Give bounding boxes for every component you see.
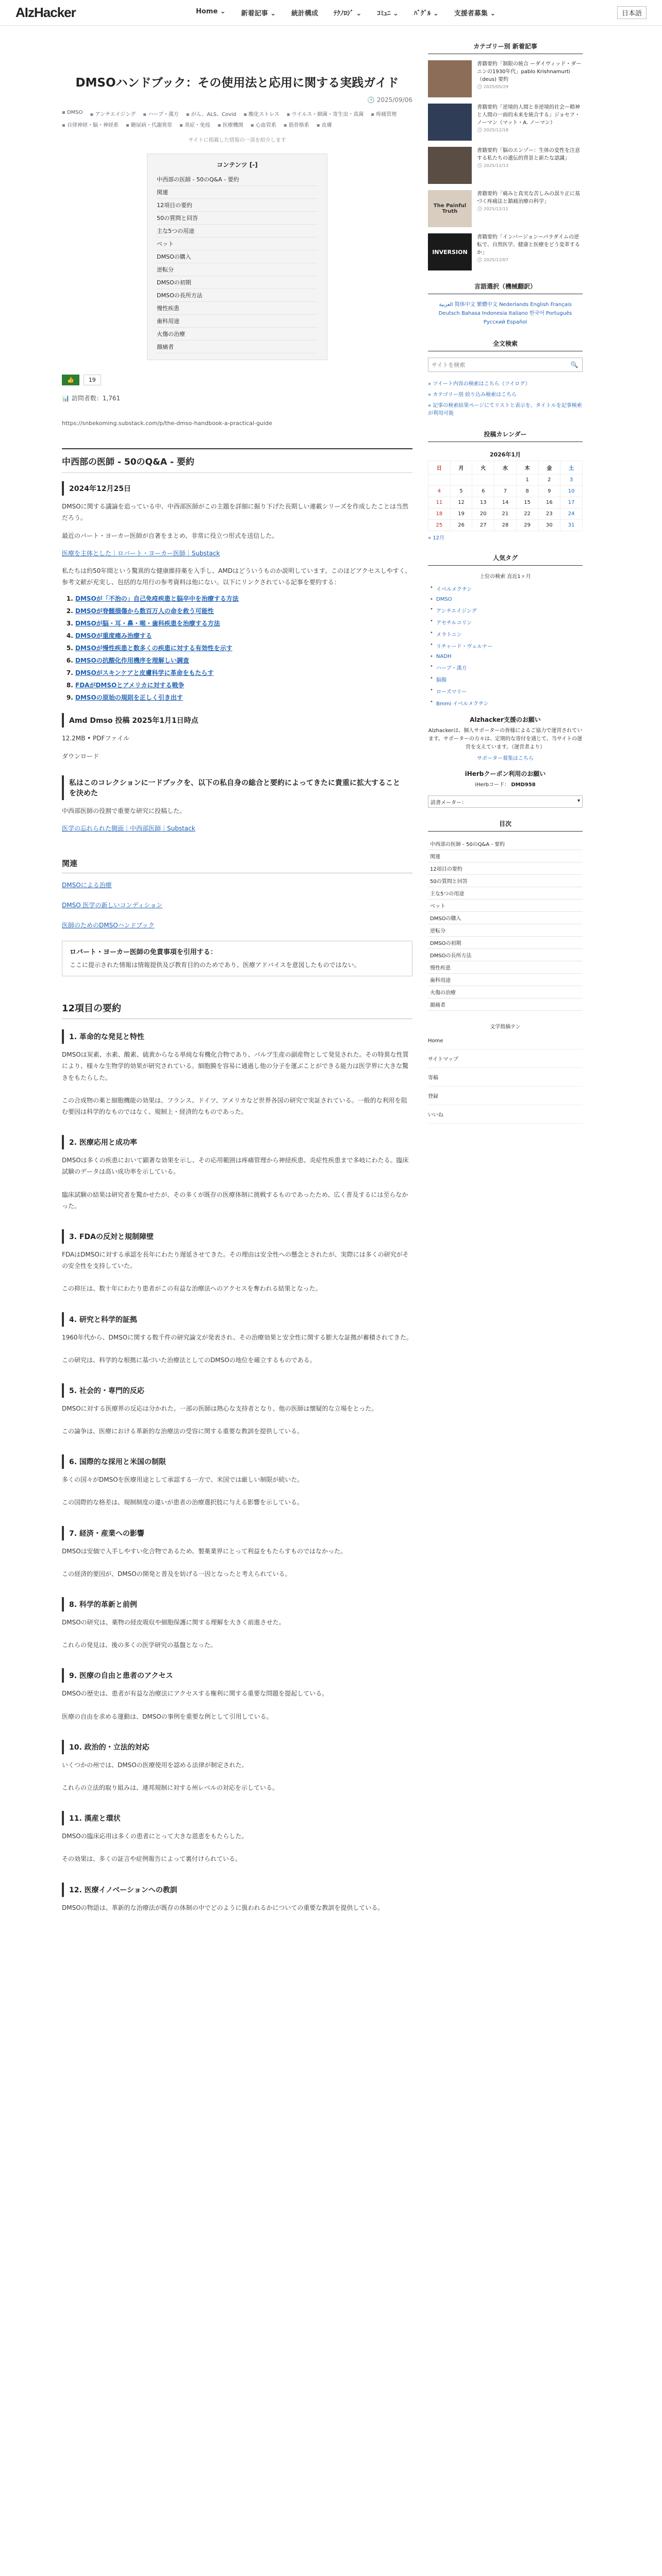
search-input[interactable]: [428, 358, 567, 371]
summary-section-title: 9. 医療の自由と患者のアクセス: [62, 1668, 412, 1683]
recent-article[interactable]: [428, 190, 583, 227]
recent-article-title[interactable]: 書籍要約「脳のエンゾー：生体の変性を注意する私たちの遺伝的背景と新たな認識」 🕒 2025/12/13: [477, 147, 583, 184]
paragraph: DMSOの研究は、薬物の経皮吸収や細胞保護に関する理解を大きく前進させた。: [62, 1619, 285, 1626]
calendar-day: [450, 474, 472, 486]
toc-item[interactable]: 50の質問と回答: [157, 212, 318, 225]
paragraph: 中西部医師の役割で重要な研究に投稿した。: [62, 807, 186, 815]
popular-tag[interactable]: • ローズマリー: [428, 685, 583, 697]
site-header: [0, 0, 662, 26]
tag-link[interactable]: ▪ 皮膚: [317, 121, 332, 128]
paragraph: これらの立法的取り組みは、連邦規制に対する州レベルの対応を示している。: [62, 1784, 279, 1791]
summary-sections: [62, 1029, 412, 1913]
menu-item[interactable]: Home: [428, 1033, 583, 1049]
calendar-day[interactable]: 14: [494, 497, 517, 509]
popular-tag[interactable]: • アセチルコリン: [428, 616, 583, 628]
paragraph: FDAはDMSOに対する承認を長年にわたり遅延させてきた。その理由は安全性への懸念とされたが、実際には多くの研究がその安全性を支持していた。: [62, 1250, 409, 1270]
menu-item[interactable]: サイトマップ: [428, 1049, 583, 1068]
recent-article-date: 🕒 2025/12/18: [477, 127, 509, 132]
nav-item-6[interactable]: 支援者募集 ⌄: [454, 10, 496, 18]
popular-tag[interactable]: • 脳腸: [428, 673, 583, 685]
calendar-day[interactable]: 18: [428, 509, 451, 520]
calendar-day[interactable]: 19: [450, 509, 472, 520]
paragraph: この国際的な格差は、規制制度の違いが患者の治療選択肢に与える影響を示している。: [62, 1499, 304, 1506]
sidebar-toc-item[interactable]: 中西部の医師 - 50のQ&A - 要約: [428, 838, 583, 850]
calendar-day[interactable]: 10: [560, 486, 583, 497]
popular-tag[interactable]: • アンチエイジング: [428, 604, 583, 616]
calendar-weekday: 木: [516, 461, 538, 474]
date-heading: 2024年12月25日: [62, 481, 412, 496]
popular-tag[interactable]: • イベルメクチン: [428, 583, 583, 595]
calendar-day[interactable]: 8: [516, 486, 538, 497]
article-date: 🕒 2025/09/06: [367, 96, 412, 104]
article: [62, 39, 412, 1931]
summary-section: [62, 1135, 412, 1212]
summary-section-title: 3. FDAの反対と規制障壁: [62, 1229, 412, 1244]
popular-tag[interactable]: • Bmmi イベルメクチン: [428, 697, 583, 709]
toc-item[interactable]: 火傷の治療: [157, 328, 318, 341]
link-item: [75, 681, 412, 689]
recent-article[interactable]: [428, 233, 583, 270]
summary-section-title: 8. 科学的革新と前例: [62, 1597, 412, 1612]
paragraph: 最近のバート・ヨーカー医師が自著をまとめ、非常に役立つ形式を送信した。: [62, 532, 278, 539]
pdf-info: 12.2MB • PDFファイル: [62, 735, 130, 742]
tag-link[interactable]: ▪ DMSO: [62, 110, 83, 117]
paragraph: DMSOは多くの疾患において顕著な効果を示し、その応用範囲は疼痛管理から神経疾患、炎症性疾患まで多岐にわたる。臨床試験のデータは高い成功率を示している。: [62, 1157, 409, 1176]
sidebar-toc-item[interactable]: 50の質問と回答: [428, 875, 583, 887]
sidebar-toc-item[interactable]: DMSOの購入: [428, 912, 583, 924]
tag-link[interactable]: ▪ 炎症・免疫: [179, 121, 210, 128]
toc-item[interactable]: 中西部の医師 - 50のQ&A - 要約: [157, 173, 318, 186]
summary-section: [62, 1597, 412, 1651]
calendar-day: [472, 474, 494, 486]
article-link[interactable]: DMSOが脳・耳・鼻・喉・歯科疾患を治療する方法: [75, 620, 220, 628]
calendar-day[interactable]: 23: [538, 509, 560, 520]
summary-section: [62, 1883, 412, 1913]
summary-section: [62, 1229, 412, 1295]
article-link[interactable]: FDAがDMSOとアメリカに対する戦争: [75, 682, 185, 689]
paragraph: 1960年代から、DMSOに関する数千件の研究論文が発表され、その治療効果と安全性に関する膨大な証拠が蓄積されてきた。: [62, 1333, 412, 1341]
tag-link[interactable]: ▪ 心血管系: [251, 121, 276, 128]
tag-link[interactable]: ▪ 医療機関: [218, 121, 243, 128]
sidebar-toc-item[interactable]: 12項目の要約: [428, 862, 583, 875]
recent-article-date: 🕒 2025/12/07: [477, 257, 509, 262]
article-link[interactable]: DMSOがスキンケアと皮膚科学に革命をもたらす: [75, 669, 214, 677]
substack-link[interactable]: 医療を主体とした｜ロバート・ヨーカー医師｜Substack: [62, 549, 220, 557]
related-link[interactable]: DMSOによる治療: [62, 882, 112, 889]
paragraph: DMSOは炭素、水素、酸素、硫黄からなる単純な有機化合物であり、パルプ生産の副産物として発見された。その特異な性質により、様々な生物学的効果が研究されている。細胞膜を容易に通過し他の分子を運ぶことができる能力は医学界に大きな驚きをもたらした。: [62, 1051, 409, 1081]
article-thumbnail[interactable]: [428, 60, 472, 97]
support-text: Alzhackerは、個人サポーターの皆様によるご協力で運営されています。サポーターの方々は、定期的な寄付を通じて、当サイトの運営を支えています。（運営者より）: [428, 728, 583, 751]
article-link[interactable]: DMSOが「不治の」自己免疫疾患と脳卒中を治療する方法: [75, 595, 239, 603]
summary-section-title: 2. 医療応用と成功率: [62, 1135, 412, 1149]
tag-link[interactable]: ▪ 糖尿病・代謝異常: [126, 121, 172, 128]
paragraph: 医療の自由を求める運動は、DMSOの事例を重要な例として引用している。: [62, 1713, 273, 1720]
nav-item-2[interactable]: 統計構成: [291, 10, 319, 18]
menu-item[interactable]: 寄稿: [428, 1068, 583, 1087]
paragraph: DMSOの臨床応用は多くの患者にとって大きな恩恵をもたらした。: [62, 1833, 248, 1840]
calendar-day[interactable]: 13: [472, 497, 494, 509]
toc-item[interactable]: 歯科用途: [157, 315, 318, 328]
summary-section-title: 4. 研究と科学的証拠: [62, 1312, 412, 1327]
post-calendar: [428, 448, 583, 531]
recent-article[interactable]: [428, 104, 583, 141]
calendar-day[interactable]: 7: [494, 486, 517, 497]
paragraph: DMSOの歴史は、患者が有益な治療法にアクセスする権利に関する重要な問題を提起している。: [62, 1690, 328, 1698]
calendar-day[interactable]: 28: [494, 520, 517, 531]
summary-section-title: 7. 経済・産業への影響: [62, 1526, 412, 1540]
summary-section-title: 11. 漢産と環状: [62, 1811, 412, 1825]
toc-item[interactable]: 顔痛者: [157, 341, 318, 353]
paragraph: この抑圧は、数十年にわたり患者がこの有益な治療法へのアクセスを奪われる結果となった。: [62, 1285, 322, 1293]
calendar-day[interactable]: 9: [538, 486, 560, 497]
summary-section-title: 6. 国際的な採用と米国の制限: [62, 1454, 412, 1469]
search-links: [428, 380, 583, 417]
paragraph: 臨床試験の結果は研究者を驚かせたが、その多くが既存の医療体制に挑戦するものであったため、広く普及するには至らなかった。: [62, 1191, 408, 1210]
calendar-weekday: 金: [538, 461, 560, 474]
tag-link[interactable]: ▪ 自律神経・脳・神経系: [62, 121, 119, 128]
nav-item-5[interactable]: ﾊﾞｸﾞﾙ ⌄: [413, 10, 439, 18]
link-item: [75, 668, 412, 677]
calendar-day[interactable]: 5: [450, 486, 472, 497]
paragraph: この経済的要因が、DMSOの開発と普及を妨げる一因となったと考えられている。: [62, 1570, 291, 1578]
recent-article[interactable]: [428, 147, 583, 184]
recent-article-date: 🕒 2025/12/13: [477, 163, 509, 168]
toc-item[interactable]: 主な5つの用途: [157, 225, 318, 238]
related-heading: 関連: [62, 854, 412, 873]
like-bar: [62, 375, 412, 385]
tag-link[interactable]: ▪ ハーブ・漢方: [143, 110, 178, 117]
sidebar-link[interactable]: » ツイート内容の検索はこちら（ツイログ）: [428, 381, 531, 387]
sidebar-toc-item[interactable]: 歯科用途: [428, 974, 583, 986]
recent-article-title[interactable]: 書籍要約「インバージョンーパラダイムの逆転で、自然医学、健康と医療をどう変革するか」 🕒 2025/12/07: [477, 233, 583, 270]
paragraph: DMSOに対する医療界の反応は分かれた。一部の医師は熱心な支持者となり、他の医師は懐疑的な立場をとった。: [62, 1404, 378, 1412]
article-thumbnail[interactable]: [428, 147, 472, 184]
tag-link[interactable]: ▪ 酸化ストレス: [243, 110, 279, 117]
sidebar-toc-item[interactable]: 逆転分: [428, 924, 583, 937]
sidebar-toc-item[interactable]: 火傷の治療: [428, 986, 583, 998]
calendar-day: [428, 474, 451, 486]
paragraph: この論争は、医療における革新的な治療法の受容に関する重要な教訓を提供している。: [62, 1428, 304, 1435]
paragraph: DMSOに関する議論を追っている中、中西部医師がこの主題を詳細に掘り下げた長期しい連載シリーズを作成したことは当然だろう。: [62, 503, 409, 522]
support-link[interactable]: サポーター募集はこちら: [477, 756, 534, 762]
calendar-day[interactable]: 11: [428, 497, 451, 509]
article-link[interactable]: DMSOの原始の規則を正しく引き出す: [75, 694, 183, 702]
popular-tag[interactable]: • ハーブ・漢方: [428, 662, 583, 673]
sidebar-toc-item[interactable]: ベット: [428, 900, 583, 912]
table-of-contents: [147, 154, 327, 360]
tag-link[interactable]: ▪ ウイルス・細菌・寄生虫・真菌: [287, 110, 363, 117]
recent-article-title[interactable]: 書籍要約「痛みと真実な苦しみの誤り正に基づく疼痛法と鎮痛治療の科学」 🕒 2025/12/11: [477, 190, 583, 227]
link-item: [75, 619, 412, 628]
calendar-day[interactable]: 29: [516, 520, 538, 531]
footer-menu: [428, 1033, 583, 1124]
popular-tag[interactable]: • メラトニン: [428, 628, 583, 640]
calendar-day[interactable]: 6: [472, 486, 494, 497]
calendar-weekday: 土: [560, 461, 583, 474]
recent-article-date: 🕒 2025/05/29: [477, 84, 509, 89]
toc-item[interactable]: 関連: [157, 186, 318, 199]
archive-select[interactable]: 読書メーター： ▾: [428, 795, 583, 808]
related-link[interactable]: 医師のためのDMSOハンドブック: [62, 922, 155, 929]
menu-item[interactable]: 登録: [428, 1087, 583, 1105]
search-icon[interactable]: 🔍: [570, 361, 578, 368]
link-item: [75, 656, 412, 665]
disclaimer-title: ロバート・ヨーカー医師の免責事項を引用する：: [70, 948, 217, 957]
toc-side-heading: 目次: [428, 816, 583, 832]
calendar-day[interactable]: 12: [450, 497, 472, 509]
article-link[interactable]: DMSOが重度痛み治療する: [75, 632, 152, 640]
calendar-weekday: 月: [450, 461, 472, 474]
toc-item[interactable]: 逆転分: [157, 263, 318, 276]
main-nav: [196, 8, 617, 18]
calendar-day[interactable]: 26: [450, 520, 472, 531]
toc-item[interactable]: DMSOの購入: [157, 250, 318, 263]
nav-item-4[interactable]: ｺﾐｭﾆ ⌄: [377, 10, 399, 18]
article-thumbnail[interactable]: INVERSION: [428, 233, 472, 270]
paragraph: この合成物の薬と細胞機能の効果は、フランス、ドイツ、アメリカなど世界各国の研究で実証されている。一般的な利用を阻む要因は科学的なものではなく、規制上・経済的なものであった。: [62, 1096, 407, 1115]
summary-section: [62, 1029, 412, 1117]
toc-item[interactable]: ベット: [157, 238, 318, 250]
summary-section: [62, 1312, 412, 1366]
tag-list: [428, 583, 583, 709]
calendar-day: [494, 474, 517, 486]
tag-link[interactable]: ▪ がん、ALS、Covid: [186, 110, 236, 117]
summary-section: [62, 1526, 412, 1580]
paragraph: これらの発見は、後の多くの医学研究の基盤となった。: [62, 1641, 217, 1649]
article-link-list: [75, 594, 412, 702]
link-item: [75, 594, 412, 603]
calendar-weekday: 日: [428, 461, 451, 474]
article-title: DMSOハンドブック：その使用法と応用に関する実践ガイド: [75, 76, 399, 90]
link-item: [75, 631, 412, 640]
tag-link[interactable]: ▪ 筋骨格系: [284, 121, 309, 128]
summary-section: [62, 1383, 412, 1437]
calendar-day[interactable]: 30: [538, 520, 560, 531]
calendar-day[interactable]: 17: [560, 497, 583, 509]
summary-section: [62, 1740, 412, 1793]
search-heading: 全文検索: [428, 336, 583, 351]
sidebar-toc-item[interactable]: 顔痛者: [428, 998, 583, 1011]
sidebar-toc-item[interactable]: DMSOの長所方法: [428, 949, 583, 961]
summary-section-title: 12. 医療イノベーションへの教訓: [62, 1883, 412, 1897]
paragraph: DMSOは安価で入手しやすい化合物であるため、製薬業界にとって利益をもたらすものではなかった。: [62, 1547, 346, 1555]
link-item: [75, 693, 412, 702]
calendar-day[interactable]: 2: [538, 474, 560, 486]
popular-tag[interactable]: • NADH: [428, 652, 583, 662]
source-url[interactable]: https://snbekoming.substack.com/p/the-dmso-handbook-a-practical-guide: [62, 420, 272, 427]
sidebar-toc-item[interactable]: 慢性疾患: [428, 961, 583, 974]
calendar-heading: 投稿カレンダー: [428, 427, 583, 442]
tag-heading: 人気タグ: [428, 550, 583, 566]
summary-section: [62, 1454, 412, 1508]
article-link[interactable]: DMSOが脊髄損傷から数百万人の命を救う可能性: [75, 607, 214, 615]
support-box: [428, 715, 583, 763]
coupon-box: [428, 769, 583, 789]
menu-item[interactable]: いいね: [428, 1105, 583, 1124]
calendar-day[interactable]: 24: [560, 509, 583, 520]
toc-item[interactable]: 12項目の要約: [157, 199, 318, 212]
sidebar-toc-item[interactable]: 関連: [428, 850, 583, 862]
sidebar: [428, 39, 583, 1931]
paragraph: 私たちは約50年間という驚異的な健康維持薬を入手し、AMDはどういうものか説明しています。このほどアクセスしやすく、参考文献が充実し、包括的な用行の参考資料は他にない。以下にリンクされている記事を要約する：: [62, 567, 411, 586]
support-title: Alzhacker支援のお願い: [470, 716, 541, 723]
like-count: 19: [84, 375, 101, 385]
calendar-day[interactable]: 22: [516, 509, 538, 520]
summary-section-title: 10. 政治的・立法的対応: [62, 1740, 412, 1754]
article-thumbnail[interactable]: [428, 104, 472, 141]
calendar-day[interactable]: 16: [538, 497, 560, 509]
tag-link[interactable]: ▪ アンチエイジング: [90, 110, 136, 117]
recent-articles: [428, 60, 583, 270]
sidebar-link[interactable]: » 記事の検索結果ページにてリストと表示を、タイトルを記事検索が利用可能: [428, 403, 582, 416]
tag-subtitle: 上位の検索 直近1ヶ月: [479, 574, 531, 580]
recent-article[interactable]: [428, 60, 583, 97]
calendar-day[interactable]: 1: [516, 474, 538, 486]
recent-article-title[interactable]: 書籍要約「逆境的人間と非逆境的社会ー精神と人間の一面的未来を統合する」ジョセフ・ノーマン（マット・A. ノーマン） 🕒 2025/12/18: [477, 104, 583, 141]
calendar-prev[interactable]: « 12月: [428, 535, 445, 541]
calendar-day[interactable]: 31: [560, 520, 583, 531]
section-heading: 中西部の医師 - 50のQ&A - 要約: [62, 448, 412, 473]
like-button[interactable]: 👍: [62, 375, 79, 385]
disclaimer-text: ここに提示された情報は情報提供及び教育目的のためであり、医療アドバイスを意図したものではない。: [70, 961, 360, 969]
search-box: [428, 358, 583, 372]
collection-heading: 私はこのコレクションに一ドブックを、以下の私自身の総合と要約によってきたに貴重に拡大することを決めた: [62, 775, 412, 800]
calendar-day[interactable]: 4: [428, 486, 451, 497]
paragraph: DMSOの物語は、革新的な治療法が既存の体制の中でどのように扱われるかについての重要な教訓を提供している。: [62, 1904, 384, 1911]
article-thumbnail[interactable]: The Painful Truth: [428, 190, 472, 227]
sidebar-toc-item[interactable]: 主な5つの用途: [428, 887, 583, 900]
view-count: 📊 訪問者数：1,761: [62, 395, 121, 402]
link-item: [75, 643, 412, 652]
related-link[interactable]: DMSO 医学の新しいコンディション: [62, 902, 163, 909]
paragraph: その効果は、多くの証言や症例報告によって裏付けられている。: [62, 1855, 242, 1863]
article-link[interactable]: DMSOが慢性疾患と数多くの疾患に対する有効性を示す: [75, 645, 233, 652]
site-logo[interactable]: AIzHacker: [15, 5, 76, 20]
summary-section: [62, 1811, 412, 1865]
paragraph: 多くの国々がDMSOを医療用途として承認する一方で、米国では厳しい制限が続いた。: [62, 1476, 304, 1484]
popular-tag[interactable]: • リチャード・ヴェルナー: [428, 640, 583, 652]
article-note: サイトに掲載した情報の一部を紹介します: [188, 138, 286, 144]
calendar-weekday: 火: [472, 461, 494, 474]
paragraph: いくつかの州では、DMSOの医療使用を認める法律が制定された。: [62, 1761, 248, 1769]
nav-item-3[interactable]: ﾃｸﾉﾛｼﾞ ⌄: [334, 10, 362, 18]
related-links: [62, 880, 412, 929]
toc-item[interactable]: DMSOの長所方法: [157, 289, 318, 302]
nav-item-1[interactable]: 新着記事 ⌄: [241, 10, 276, 18]
link-item: [75, 606, 412, 615]
calendar-weekday: 水: [494, 461, 517, 474]
category-heading: カテゴリー別 新着記事: [428, 39, 583, 54]
substack-link-2[interactable]: 医学の忘れられた側面｜中西部医師｜Substack: [62, 824, 195, 832]
calendar-day[interactable]: 15: [516, 497, 538, 509]
summary-section-title: 5. 社会的・専門的反応: [62, 1383, 412, 1398]
tag-link[interactable]: ▪ 疼痛管理: [371, 110, 396, 117]
sidebar-toc: [428, 838, 583, 1011]
toc-item[interactable]: 慢性疾患: [157, 302, 318, 315]
calendar-caption: 2026年1月: [489, 451, 521, 458]
summary-heading: 12項目の要約: [62, 997, 412, 1019]
language-heading: 言語選択（機械翻訳）: [428, 279, 583, 294]
coupon-title: iHerbクーポン利用のお願い: [465, 770, 546, 778]
download-link[interactable]: ダウンロード: [62, 752, 100, 760]
disclaimer-box: [62, 941, 412, 976]
sidebar-link[interactable]: » カテゴリー別 絞り込み検索はこちら: [428, 392, 517, 398]
calendar-day[interactable]: 21: [494, 509, 517, 520]
summary-section: [62, 1668, 412, 1722]
sidebar-toc-item[interactable]: DMSOの初期: [428, 937, 583, 949]
recent-article-title[interactable]: 書籍要約「制限の統合 ーダイヴィッド・ダーニンの1930年代」pablo Krishnamurti（deus) 要約 🕒 2025/05/29: [477, 60, 583, 97]
coupon-code[interactable]: DMD958: [511, 782, 536, 788]
calendar-day[interactable]: 27: [472, 520, 494, 531]
calendar-day[interactable]: 3: [560, 474, 583, 486]
article-link[interactable]: DMSOの抗酸化作用機序を理解しい調査: [75, 657, 189, 665]
pdf-heading: Amd Dmso 投稿 2025年1月1日時点: [62, 713, 412, 727]
coupon-label: iHerbコード：: [475, 782, 510, 788]
nav-item-0[interactable]: Home ⌄: [196, 8, 226, 15]
language-list[interactable]: العربية 简体中文 繁體中文 Nederlands English Français Deutsch Bahasa Indonesia Italiano 한국어 Português Русский Español: [438, 302, 572, 325]
chevron-down-icon: ▾: [577, 798, 580, 804]
recent-article-date: 🕒 2025/12/11: [477, 206, 509, 211]
article-tags: [62, 110, 412, 128]
menu-heading: 文学指摘テン: [490, 1024, 521, 1030]
summary-section-title: 1. 革命的な発見と特性: [62, 1029, 412, 1044]
paragraph: この研究は、科学的な根拠に基づいた治療法としてのDMSOの地位を確立するものである。: [62, 1356, 316, 1364]
toc-item[interactable]: DMSOの初期: [157, 276, 318, 289]
language-selector[interactable]: 日本語: [617, 6, 647, 19]
calendar-day[interactable]: 25: [428, 520, 451, 531]
calendar-day[interactable]: 20: [472, 509, 494, 520]
popular-tag[interactable]: • DMSO: [428, 595, 583, 604]
toc-title[interactable]: コンテンツ [-]: [217, 161, 258, 169]
